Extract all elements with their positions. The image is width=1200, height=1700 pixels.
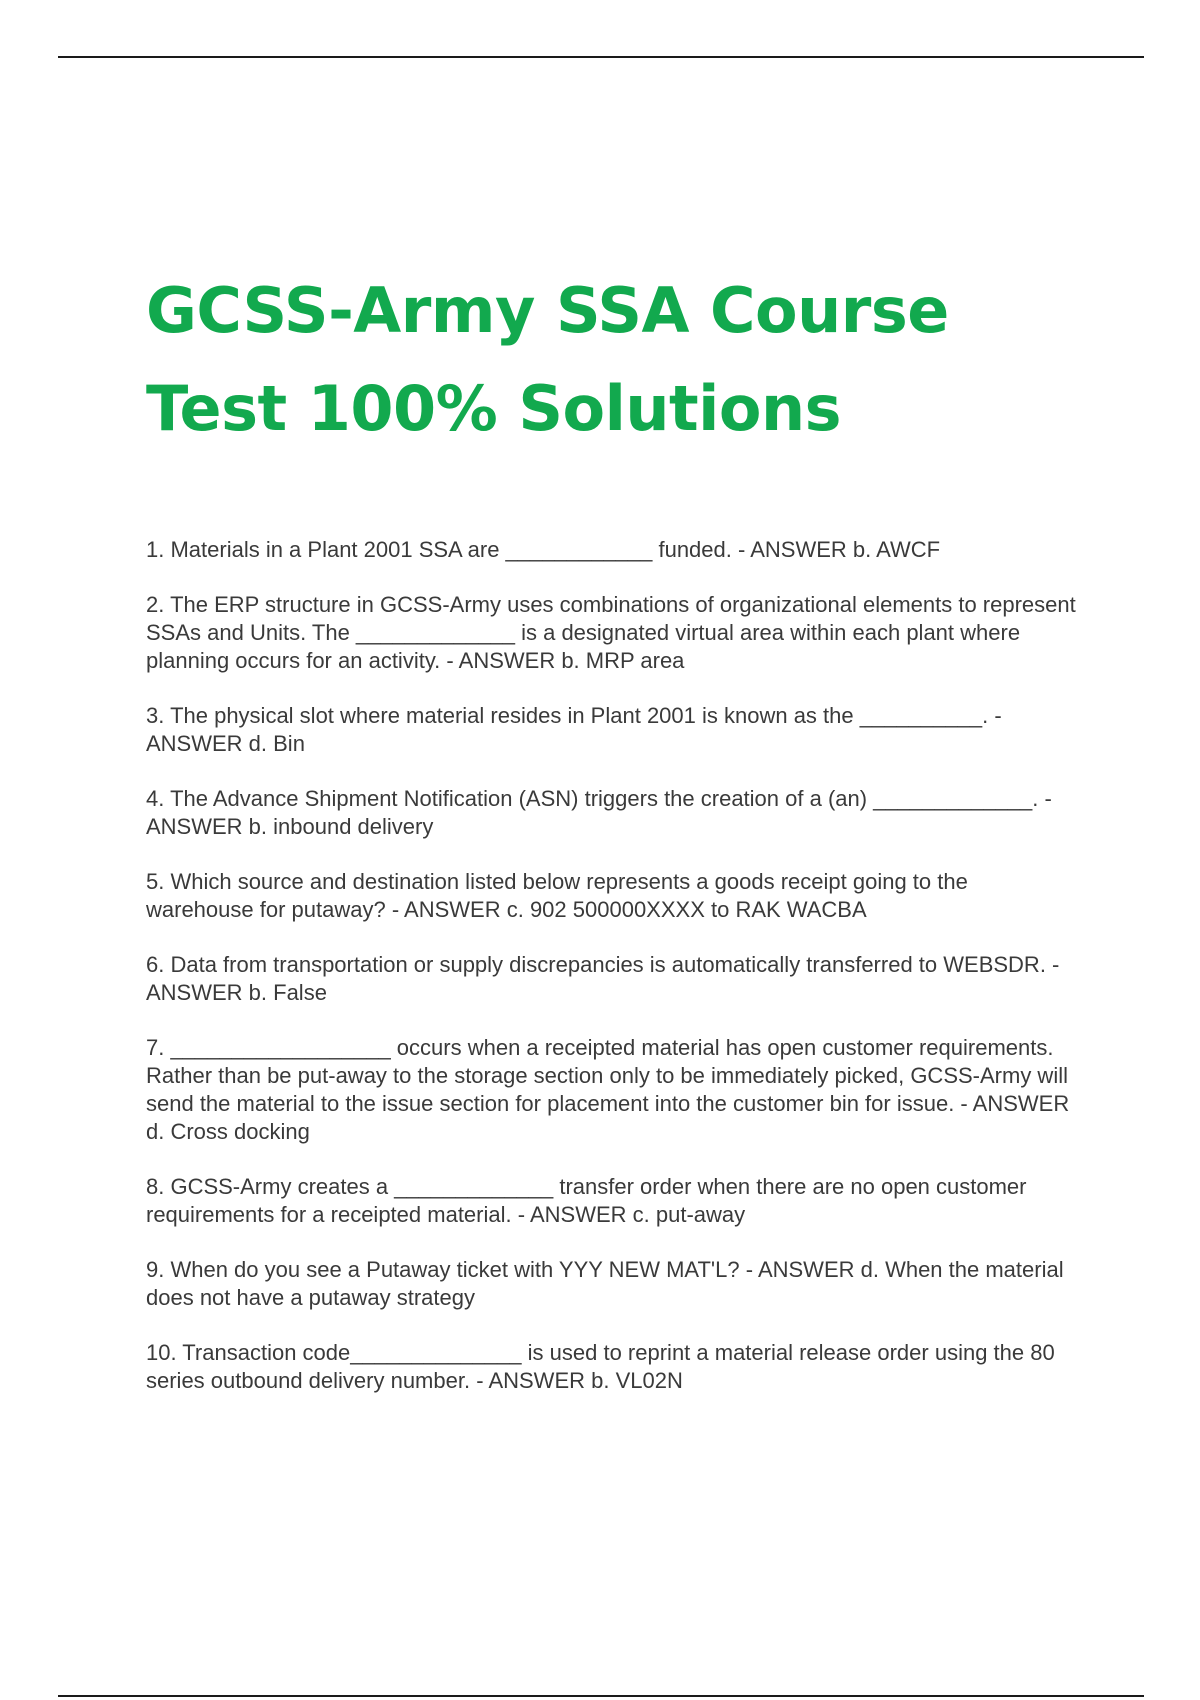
qa-item-2 bbox=[146, 591, 1076, 675]
qa-item-6 bbox=[146, 951, 1076, 1007]
answer-separator: - bbox=[739, 1257, 758, 1282]
question-text: 7. __________________ occurs when a receipted material has open customer requirements. Rather than be put-away to the storage section only to be immediately picked, GCSS-Army will send the material to the issue section for placement into the customer bin for issue. bbox=[146, 1035, 1068, 1116]
bottom-rule bbox=[58, 1695, 1144, 1697]
document-title bbox=[146, 262, 1106, 458]
question-text: 4. The Advance Shipment Notification (ASN) triggers the creation of a (an) _____________. bbox=[146, 786, 1039, 811]
question-text: 10. Transaction code______________ is used to reprint a material release order using the 80 series outbound delivery number. bbox=[146, 1340, 1055, 1393]
answer-text: ANSWER d. When the material does not have a putaway strategy bbox=[146, 1257, 1064, 1310]
answer-text: ANSWER c. 902 500000XXXX to RAK WACBA bbox=[404, 897, 867, 922]
answer-separator: - bbox=[731, 537, 751, 562]
title-line-1: GCSS-Army SSA Course bbox=[146, 274, 949, 347]
qa-item-8 bbox=[146, 1173, 1076, 1229]
question-text: 1. Materials in a Plant 2001 SSA are ____________ funded. bbox=[146, 537, 732, 562]
question-text: 5. Which source and destination listed below represents a goods receipt going to the warehouse for putaway? bbox=[146, 869, 968, 922]
answer-text: ANSWER b. inbound delivery bbox=[146, 814, 434, 839]
question-text: 9. When do you see a Putaway ticket with YYY NEW MAT'L? bbox=[146, 1257, 740, 1282]
top-rule bbox=[58, 56, 1144, 58]
answer-separator: - bbox=[470, 1368, 489, 1393]
answer-separator: - bbox=[440, 648, 459, 673]
qa-item-5 bbox=[146, 868, 1076, 924]
question-text: 2. The ERP structure in GCSS-Army uses combinations of organizational elements to represent SSAs and Units. The _____________ is a designated virtual area within each plant where planning occurs for an activity. bbox=[146, 592, 1076, 673]
question-text: 6. Data from transportation or supply discrepancies is automatically transferred to WEBSDR. bbox=[146, 952, 1046, 977]
qa-item-10 bbox=[146, 1339, 1076, 1395]
answer-separator: - bbox=[385, 897, 405, 922]
answer-separator: - bbox=[1038, 786, 1052, 811]
answer-text: ANSWER b. AWCF bbox=[750, 537, 941, 562]
answer-separator: - bbox=[988, 703, 1002, 728]
question-text: 3. The physical slot where material resides in Plant 2001 is known as the __________. bbox=[146, 703, 989, 728]
title-line-2: Test 100% Solutions bbox=[146, 372, 842, 445]
answer-separator: - bbox=[511, 1202, 530, 1227]
answer-text: ANSWER b. False bbox=[146, 980, 327, 1005]
answer-separator: - bbox=[1045, 952, 1060, 977]
qa-item-9 bbox=[146, 1256, 1076, 1312]
question-answer-list bbox=[146, 536, 1076, 1422]
qa-item-4 bbox=[146, 785, 1076, 841]
answer-text: ANSWER d. Cross docking bbox=[146, 1091, 1070, 1144]
answer-text: ANSWER d. Bin bbox=[146, 731, 305, 756]
qa-item-7 bbox=[146, 1034, 1076, 1146]
qa-item-3 bbox=[146, 702, 1076, 758]
answer-text: ANSWER c. put-away bbox=[529, 1202, 746, 1227]
answer-text: ANSWER b. MRP area bbox=[458, 648, 685, 673]
answer-separator: - bbox=[954, 1091, 973, 1116]
question-text: 8. GCSS-Army creates a _____________ transfer order when there are no open customer requirements for a receipted material. bbox=[146, 1174, 1027, 1227]
answer-text: ANSWER b. VL02N bbox=[488, 1368, 683, 1393]
qa-item-1 bbox=[146, 536, 1076, 564]
